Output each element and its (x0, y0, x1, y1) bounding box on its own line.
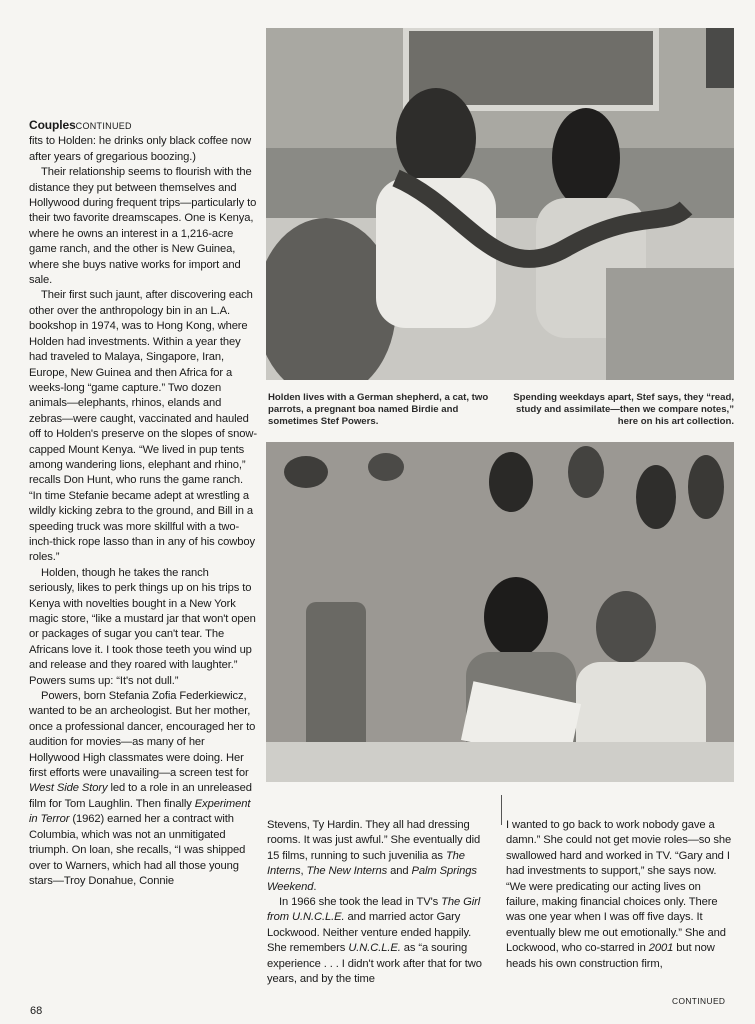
mid-text-3: and married actor Gary Lockwood. Neither venture ended happily. She remembers (267, 911, 472, 955)
mid-text-1: Stevens, Ty Hardin. They all had dressing rooms. It was just awful.” She eventually did 15 films, running to such juvenilia as (267, 819, 481, 862)
mid-and: and (390, 865, 409, 878)
caption-top-photo-left: Holden lives with a German shepherd, a cat, two parrots, a pregnant boa named Birdie and sometimes Stef Powers. (268, 392, 489, 428)
film-title-experiment-in-terror: Experiment in Terror (29, 797, 251, 826)
right-paragraph-1 (506, 818, 732, 972)
film-title-palm-springs-weekend: Palm Springs Weekend (267, 865, 477, 893)
mid-paragraph-2 (267, 895, 493, 987)
paragraph-1 (29, 118, 257, 165)
film-title-the-interns: The Interns (267, 849, 465, 878)
left-text-5b: led to a role in an unreleased film for Tom Laughlin. Then finally (29, 782, 252, 810)
section-continued-label: CONTINUED (75, 121, 132, 131)
tv-title-girl-from-uncle: The Girl from U.N.C.L.E. (267, 896, 481, 924)
right-column (506, 818, 732, 972)
mid-text-4: as “a souring experience . . . I didn't work after that for two years, and by the time (267, 942, 482, 986)
left-column (29, 118, 257, 889)
mid-text-2: In 1966 she took the lead in TV's (279, 896, 439, 909)
middle-column (267, 818, 493, 987)
left-text-5c: (1962) earned her a contract with Columbia, which was not an unmitigated triumph. On loan, she recalls, “I was shipped over to Warners, which had all those young stars—Troy Donahue, Connie (29, 813, 246, 887)
mid-paragraph-1 (267, 818, 493, 895)
film-title-the-new-interns: The New Interns (306, 865, 388, 878)
right-text-2: but now heads his own construction firm, (506, 942, 715, 970)
mid-comma: , (300, 865, 304, 878)
continued-footer-label: CONTINUED (672, 996, 726, 1006)
paragraph-2: Their relationship seems to flourish with the distance they put between themselves and Hollywood during frequent trips—particularly to their two favorite dreamscapes. One is Kenya, where he owns an interest in a 1,216-acre game ranch, and the other is New Guinea, where she buys native works for import and sale. (29, 166, 257, 287)
caption-top-photo-right: Spending weekdays apart, Stef says, they “read, study and assimilate—then we compare notes,” here on his art collection. (513, 392, 734, 428)
right-text-1: I wanted to go back to work nobody gave a damn.” She could not get movie roles—so she swallowed hard and worked in TV. “Gary and I had investments to support,” she says now. “We were predicating our acting lives on failure, making financial choices only. There was one year when I was off five days. It eventually blew me out emotionally.” She and Lockwood, who co-starred in (506, 819, 732, 955)
photo-holden-powers-with-boa (266, 28, 734, 380)
section-title: Couples (29, 118, 76, 132)
page-number: 68 (30, 1005, 43, 1017)
film-title-2001: 2001 (648, 942, 674, 955)
margin-mark (501, 795, 502, 825)
left-text-5a: Powers, born Stefania Zofia Federkiewicz, wanted to be an archeologist. But her mother, once a professional dancer, encouraged her to audition for movies—as many of her Hollywood High classmates were doing. Her first efforts were unavailing—a screen test for (29, 690, 256, 780)
photo-art-collection (266, 442, 734, 782)
paragraph-4: Holden, though he takes the ranch seriously, likes to perk things up on his trips to Kenya with novelties bought in a New York magic store, “like a mustard jar that won't open or packages of sugar you can't tear. The Africans love it. I took those teeth you wind up and release and they roared with laughter.” Powers sums up: “It's not dull.” (29, 566, 256, 687)
tv-title-uncle: U.N.C.L.E. (348, 942, 401, 955)
paragraph-5 (29, 689, 257, 889)
left-text-1: fits to Holden: he drinks only black coffee now after years of gregarious boozing.) (29, 135, 252, 163)
mid-period: . (313, 880, 317, 893)
paragraph-3: Their first such jaunt, after discovering each other over the anthropology bin in an L.A. bookshop in 1974, was to Hong Kong, where Holden had investments. Within a year they had traveled to Malaya, Singapore, Iran, Europe, New Guinea and then Africa for a weeks-long “game capture.” Two dozen animals—elephants, rhinos, elands and zebras—were caught, vaccinated and hauled off to Holden's preserve on the slopes of snow-capped Mount Kenya. “We lived in pup tents among wandering lions, elephant and rhino,” recalls Don Hunt, who runs the game ranch. “In time Stefanie became adept at wrestling a wildly kicking zebra to the ground, and Bill in a speeding truck was more skillful with a two-inch-thick rope lasso than in any of his cowboy roles.” (29, 289, 257, 564)
film-title-west-side-story: West Side Story (29, 782, 108, 795)
